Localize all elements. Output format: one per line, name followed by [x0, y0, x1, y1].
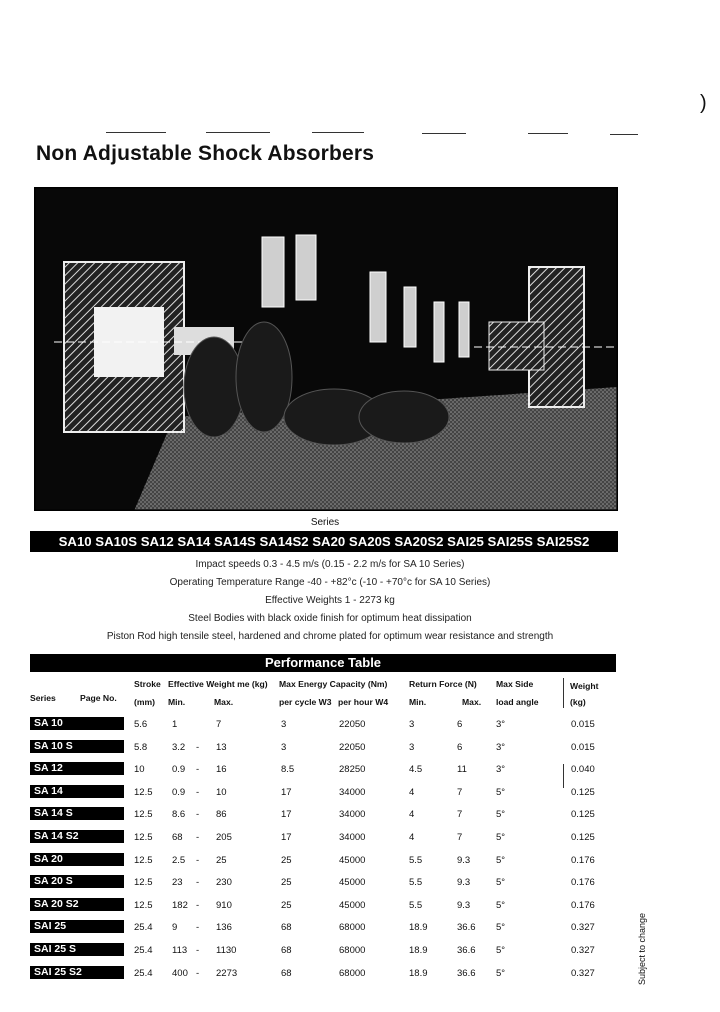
row-weight-max: 7 — [216, 719, 222, 730]
row-energy-hour: 45000 — [339, 877, 366, 889]
hdr-stroke-unit: (mm) — [134, 697, 156, 707]
row-weight-max: 230 — [216, 877, 232, 889]
row-weight: 0.176 — [571, 877, 595, 889]
row-weight-min: 8.6 — [172, 809, 186, 821]
row-weight-max: 13 — [216, 741, 227, 753]
row-return-min: 18.9 — [409, 945, 428, 956]
hdr-per-hour: per hour W4 — [338, 697, 389, 707]
row-weight: 0.015 — [571, 741, 595, 753]
row-weight-min: 1 — [172, 719, 178, 730]
row-weight: 0.176 — [571, 854, 595, 866]
spec-temperature: Operating Temperature Range -40 - +82°c (-10 - +70°c for SA 10 Series) — [169, 577, 491, 588]
row-dash: - — [196, 764, 200, 776]
row-return-max: 36.6 — [457, 967, 476, 979]
row-weight-min: 68 — [172, 832, 183, 843]
row-weight-min: 113 — [172, 945, 188, 956]
row-side-angle: 5° — [496, 832, 506, 843]
row-weight: 0.015 — [571, 719, 595, 730]
series-list-bar: SA10 SA10S SA12 SA14 SA14S SA14S2 SA20 SA20S SA20S2 SAI25 SAI25S SAI25S2 — [30, 531, 618, 552]
hdr-rf-min: Min. — [409, 697, 427, 707]
row-dash: - — [196, 967, 200, 979]
row-stroke: 25.4 — [134, 967, 153, 979]
row-side-angle: 5° — [496, 854, 506, 866]
row-weight: 0.125 — [571, 809, 595, 821]
row-return-max: 9.3 — [457, 899, 471, 911]
row-weight-max: 910 — [216, 899, 232, 911]
row-weight-min: 0.9 — [172, 786, 186, 798]
spec-impact-speed: Impact speeds 0.3 - 4.5 m/s (0.15 - 2.2 m/s for SA 10 Series) — [195, 559, 465, 570]
row-energy-hour: 28250 — [339, 764, 366, 776]
row-dash: - — [196, 922, 200, 934]
hdr-rf-max: Max. — [462, 697, 482, 707]
row-energy-cycle: 25 — [281, 899, 292, 911]
row-series-label: SA 10 — [30, 717, 124, 730]
row-energy-cycle: 68 — [281, 967, 292, 979]
row-weight: 0.176 — [571, 899, 595, 911]
row-weight-max: 86 — [216, 809, 227, 821]
row-stroke: 12.5 — [134, 809, 153, 821]
row-dash: - — [196, 809, 200, 821]
hdr-weight: Weight — [570, 681, 599, 691]
row-series-label: SA 20 S2 — [30, 898, 124, 911]
row-energy-hour: 68000 — [339, 922, 366, 934]
row-stroke: 25.4 — [134, 922, 153, 934]
row-weight-min: 9 — [172, 922, 178, 934]
row-side-angle: 3° — [496, 741, 506, 753]
hdr-effective-weight: Effective Weight me (kg) — [168, 679, 268, 689]
row-energy-hour: 34000 — [339, 809, 366, 821]
row-dash: - — [196, 899, 200, 911]
performance-table-title: Performance Table — [30, 654, 616, 672]
row-return-min: 5.5 — [409, 854, 423, 866]
row-return-min: 18.9 — [409, 922, 428, 934]
row-dash: - — [196, 786, 200, 798]
product-photo — [34, 187, 618, 511]
row-series-label: SA 14 — [30, 785, 124, 798]
row-return-min: 4 — [409, 786, 415, 798]
row-weight-max: 25 — [216, 854, 227, 866]
row-weight-max: 1130 — [216, 945, 237, 956]
row-weight: 0.327 — [571, 945, 595, 956]
row-side-angle: 5° — [496, 786, 506, 798]
row-weight-min: 182 — [172, 899, 188, 911]
row-return-max: 36.6 — [457, 945, 476, 956]
row-weight: 0.327 — [571, 967, 595, 979]
margin-mark: ) — [700, 92, 707, 114]
header-rule-2 — [206, 132, 270, 133]
header-rule-4 — [422, 133, 466, 134]
row-weight-max: 136 — [216, 922, 232, 934]
row-weight-min: 0.9 — [172, 764, 186, 776]
row-dash: - — [196, 945, 200, 956]
row-energy-cycle: 17 — [281, 832, 292, 843]
row-weight-min: 3.2 — [172, 741, 186, 753]
header-rule-1 — [106, 132, 166, 133]
row-return-min: 5.5 — [409, 899, 423, 911]
row-return-max: 11 — [457, 764, 467, 776]
row-side-angle: 5° — [496, 945, 506, 956]
row-energy-cycle: 17 — [281, 786, 292, 798]
row-energy-hour: 34000 — [339, 786, 366, 798]
row-stroke: 12.5 — [134, 854, 153, 866]
row-return-max: 7 — [457, 786, 463, 798]
hdr-page-no: Page No. — [80, 693, 117, 703]
row-side-angle: 3° — [496, 764, 506, 776]
row-return-max: 6 — [457, 741, 463, 753]
row-stroke: 25.4 — [134, 945, 153, 956]
hdr-side-load-angle: load angle — [496, 697, 539, 707]
page-title: Non Adjustable Shock Absorbers — [36, 142, 375, 165]
hdr-weight-min: Min. — [168, 697, 186, 707]
header-rule-6 — [610, 134, 638, 135]
row-return-max: 7 — [457, 832, 463, 843]
row-weight-max: 10 — [216, 786, 227, 798]
header-rule-5 — [528, 133, 568, 134]
row-side-angle: 5° — [496, 922, 506, 934]
hdr-return-force: Return Force (N) — [409, 679, 477, 689]
row-stroke: 12.5 — [134, 877, 153, 889]
row-return-min: 4 — [409, 832, 415, 843]
spec-piston-rod: Piston Rod high tensile steel, hardened and chrome plated for optimum wear resistance and strength — [106, 631, 554, 642]
row-series-label: SAI 25 S — [30, 943, 124, 956]
row-series-label: SA 20 S — [30, 875, 124, 888]
hdr-stroke: Stroke — [134, 679, 161, 689]
row-energy-hour: 45000 — [339, 854, 366, 866]
row-return-max: 36.6 — [457, 922, 476, 934]
row-energy-hour: 34000 — [339, 832, 366, 843]
row-weight: 0.125 — [571, 832, 595, 843]
row-side-angle: 5° — [496, 967, 506, 979]
row-series-label: SA 14 S2 — [30, 830, 124, 843]
row-energy-cycle: 3 — [281, 719, 287, 730]
row-energy-cycle: 68 — [281, 922, 292, 934]
hdr-per-cycle: per cycle W3 — [279, 697, 332, 707]
hdr-weight-max: Max. — [214, 697, 234, 707]
row-energy-cycle: 68 — [281, 945, 292, 956]
row-weight: 0.327 — [571, 922, 595, 934]
row-energy-cycle: 17 — [281, 809, 292, 821]
row-weight: 0.040 — [571, 764, 595, 776]
row-energy-hour: 22050 — [339, 719, 366, 730]
row-energy-cycle: 3 — [281, 741, 287, 753]
row-side-angle: 5° — [496, 809, 506, 821]
row-weight-max: 2273 — [216, 967, 238, 979]
subject-to-change-note: Subject to change — [637, 912, 647, 985]
row-return-max: 9.3 — [457, 854, 471, 866]
spec-effective-weights: Effective Weights 1 - 2273 kg — [265, 595, 395, 606]
row-weight-max: 205 — [216, 832, 232, 843]
row-weight-min: 23 — [172, 877, 183, 889]
row-return-min: 4 — [409, 809, 415, 821]
row-return-min: 18.9 — [409, 967, 428, 979]
row-energy-hour: 68000 — [339, 945, 366, 956]
weight-column-divider — [563, 678, 564, 708]
row-dash: - — [196, 877, 200, 889]
row-weight: 0.125 — [571, 786, 595, 798]
row-stroke: 5.6 — [134, 719, 148, 730]
weight-column-divider-2 — [563, 764, 564, 788]
row-stroke: 12.5 — [134, 786, 153, 798]
row-energy-hour: 22050 — [339, 741, 366, 753]
row-side-angle: 3° — [496, 719, 506, 730]
row-return-min: 3 — [409, 741, 415, 753]
row-series-label: SA 12 — [30, 762, 124, 775]
row-weight-max: 16 — [216, 764, 227, 776]
spec-steel-bodies: Steel Bodies with black oxide finish for optimum heat dissipation — [188, 613, 472, 624]
row-side-angle: 5° — [496, 899, 506, 911]
row-side-angle: 5° — [496, 877, 506, 889]
row-return-max: 6 — [457, 719, 463, 730]
row-series-label: SA 10 S — [30, 740, 124, 753]
header-rule-3 — [312, 132, 364, 133]
row-energy-hour: 45000 — [339, 899, 366, 911]
hdr-side-load: Max Side — [496, 679, 534, 689]
row-energy-hour: 68000 — [339, 967, 366, 979]
row-weight-min: 2.5 — [172, 854, 186, 866]
row-stroke: 10 — [134, 764, 145, 776]
row-stroke: 5.8 — [134, 741, 148, 753]
row-dash: - — [196, 854, 200, 866]
hdr-energy: Max Energy Capacity (Nm) — [279, 679, 388, 689]
row-return-max: 7 — [457, 809, 463, 821]
row-return-min: 3 — [409, 719, 415, 730]
series-label: Series — [310, 517, 340, 528]
row-dash: - — [196, 832, 200, 843]
row-series-label: SA 20 — [30, 853, 124, 866]
row-dash: - — [196, 741, 200, 753]
row-energy-cycle: 25 — [281, 877, 292, 889]
row-stroke: 12.5 — [134, 899, 153, 911]
row-return-min: 4.5 — [409, 764, 423, 776]
hdr-weight-unit: (kg) — [570, 697, 586, 707]
row-series-label: SAI 25 — [30, 920, 124, 933]
row-series-label: SA 14 S — [30, 807, 124, 820]
row-return-max: 9.3 — [457, 877, 471, 889]
hdr-series: Series — [30, 693, 56, 703]
row-energy-cycle: 8.5 — [281, 764, 295, 776]
row-return-min: 5.5 — [409, 877, 423, 889]
row-series-label: SAI 25 S2 — [30, 966, 124, 979]
row-energy-cycle: 25 — [281, 854, 292, 866]
row-weight-min: 400 — [172, 967, 188, 979]
row-stroke: 12.5 — [134, 832, 153, 843]
shock-absorber-illustration — [34, 187, 618, 511]
